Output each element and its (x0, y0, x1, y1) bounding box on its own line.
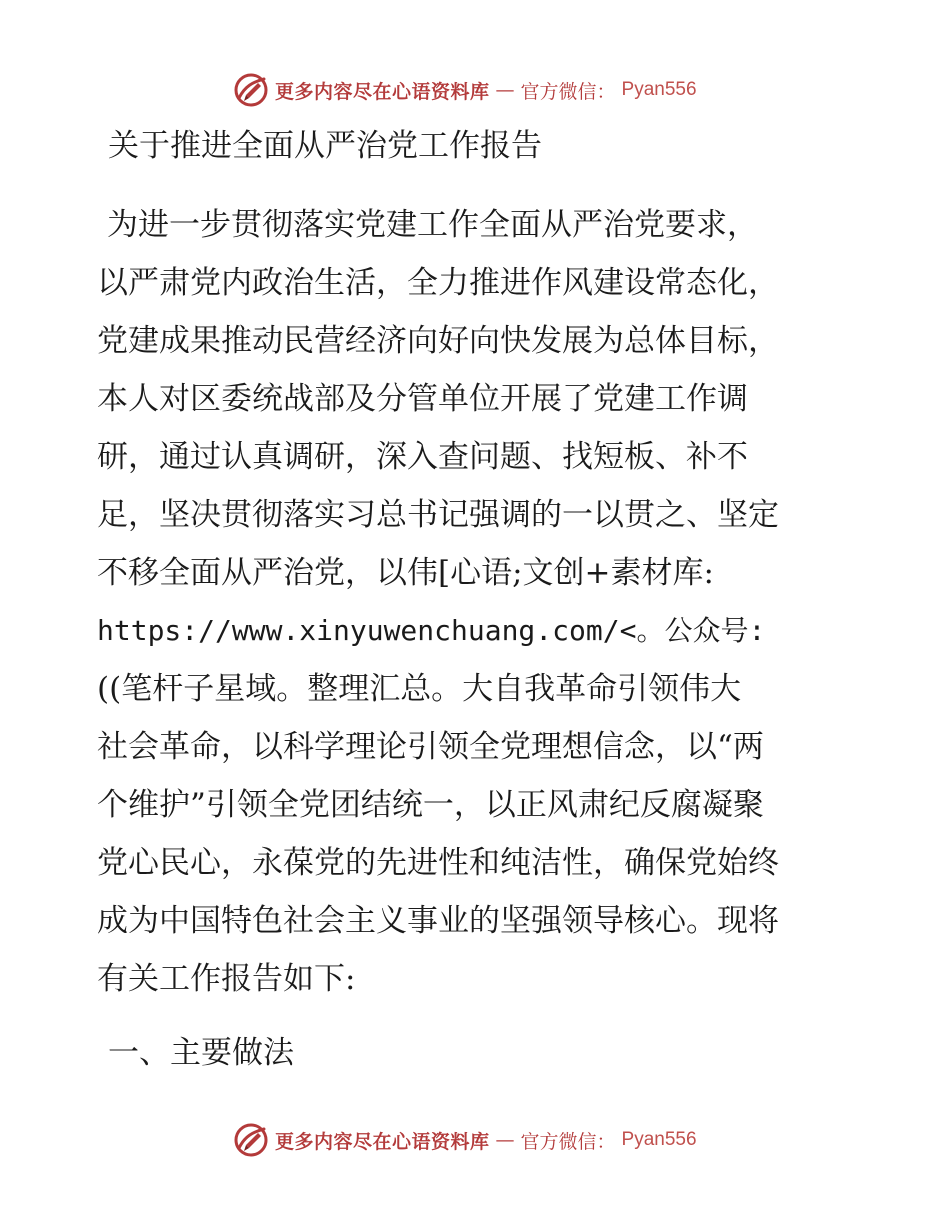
paragraph-line: 为进一步贯彻落实党建工作全面从严治党要求， (107, 207, 758, 243)
paragraph-line-url: https://www.xinyuwenchuang.com/<。公众号: (97, 614, 766, 647)
paragraph-line: 有关工作报告如下: (97, 961, 356, 997)
paragraph-line: 个维护”引领全党团结统一，以正风肃纪反腐凝聚 (97, 787, 764, 823)
watermark-separator: — (495, 1129, 515, 1151)
watermark-official-label: 官方微信： (520, 80, 616, 103)
section-heading: 一、主要做法 (108, 1035, 294, 1071)
footer-watermark (233, 1120, 697, 1160)
pen-logo-icon (233, 1122, 269, 1158)
paragraph-line: 社会革命，以科学理论引领全党理想信念，以“两 (97, 729, 764, 765)
body-paragraph (97, 196, 897, 1008)
header-watermark (233, 70, 697, 110)
paragraph-line: 党心民心，永葆党的先进性和纯洁性，确保党始终 (97, 845, 779, 881)
watermark-wechat-id: Pyan556 (621, 79, 697, 100)
document-title: 关于推进全面从严治党工作报告 (108, 128, 542, 164)
paragraph-line: 足，坚决贯彻落实习总书记强调的一以贯之、坚定 (97, 497, 779, 533)
paragraph-line: 以严肃党内政治生活，全力推进作风建设常态化， (97, 265, 779, 301)
paragraph-line: 本人对区委统战部及分管单位开展了党建工作调 (97, 381, 748, 417)
watermark-wechat-id: Pyan556 (621, 1129, 697, 1150)
watermark-text: 更多内容尽在心语资料库 (275, 80, 490, 103)
paragraph-line: ((笔杆子星域。整理汇总。大自我革命引领伟大 (97, 671, 742, 707)
paragraph-line: 成为中国特色社会主义事业的坚强领导核心。现将 (97, 903, 779, 939)
paragraph-line: 不移全面从严治党，以伟[心语;文创+素材库: (97, 555, 714, 591)
paragraph-line: 研，通过认真调研，深入查问题、找短板、补不 (97, 439, 748, 475)
watermark-official-label: 官方微信： (520, 1130, 616, 1153)
paragraph-line: 党建成果推动民营经济向好向快发展为总体目标， (97, 323, 779, 359)
pen-logo-icon (233, 72, 269, 108)
watermark-separator: — (495, 79, 515, 101)
watermark-text: 更多内容尽在心语资料库 (275, 1130, 490, 1153)
